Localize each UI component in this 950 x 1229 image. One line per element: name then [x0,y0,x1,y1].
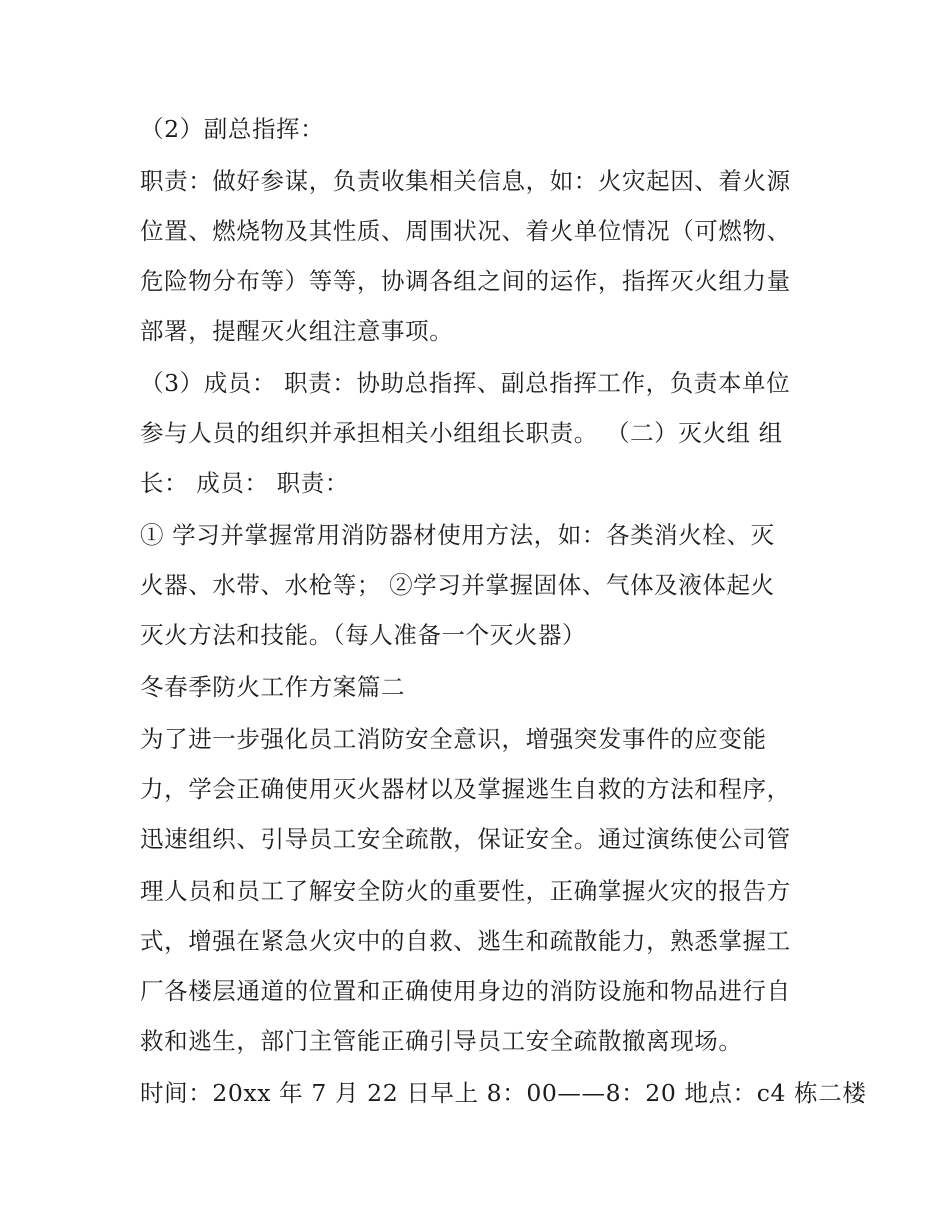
text-line: （3）成员： 职责：协助总指挥、副总指挥工作，负责本单位 [140,369,791,397]
section-heading: 冬春季防火工作方案篇二 [140,673,406,701]
text-line: 灭火方法和技能。（每人准备一个灭火器） [140,621,587,649]
text-line: 时间：20xx 年 7 月 22 日早上 8：00——8：20 地点：c4 栋二楼 [140,1079,867,1107]
text-line: 力，学会正确使用灭火器材以及掌握逃生自救的方法和程序， [140,775,791,803]
text-line: 厂各楼层通道的位置和正确使用身边的消防设施和物品进行自 [140,977,791,1005]
text-line: 职责：做好参谋，负责收集相关信息，如：火灾起因、着火源 [140,167,791,195]
text-line: 为了进一步强化员工消防安全意识，增强突发事件的应变能 [140,725,767,753]
text-line: 式，增强在紧急火灾中的自救、逃生和疏散能力，熟悉掌握工 [140,927,791,955]
text-line: 部署，提醒灭火组注意事项。 [140,317,454,345]
text-line: 救和逃生，部门主管能正确引导员工安全疏散撤离现场。 [140,1027,743,1055]
text-line: 迅速组织、引导员工安全疏散，保证安全。通过演练使公司管 [140,825,791,853]
text-line: ① 学习并掌握常用消防器材使用方法，如：各类消火栓、灭 [140,521,775,549]
text-line: 参与人员的组织并承担相关小组组长职责。 （二）灭火组 组 [140,419,783,447]
text-line: 理人员和员工了解安全防火的重要性，正确掌握火灾的报告方 [140,877,791,905]
text-line: 长： 成员： 职责： [140,469,349,497]
text-line: （2）副总指挥： [140,115,325,143]
text-line: 危险物分布等）等等，协调各组之间的运作，指挥灭火组力量 [140,267,791,295]
text-line: 火器、水带、水枪等； ②学习并掌握固体、气体及液体起火 [140,571,775,599]
text-line: 位置、燃烧物及其性质、周围状况、着火单位情况（可燃物、 [140,217,791,245]
